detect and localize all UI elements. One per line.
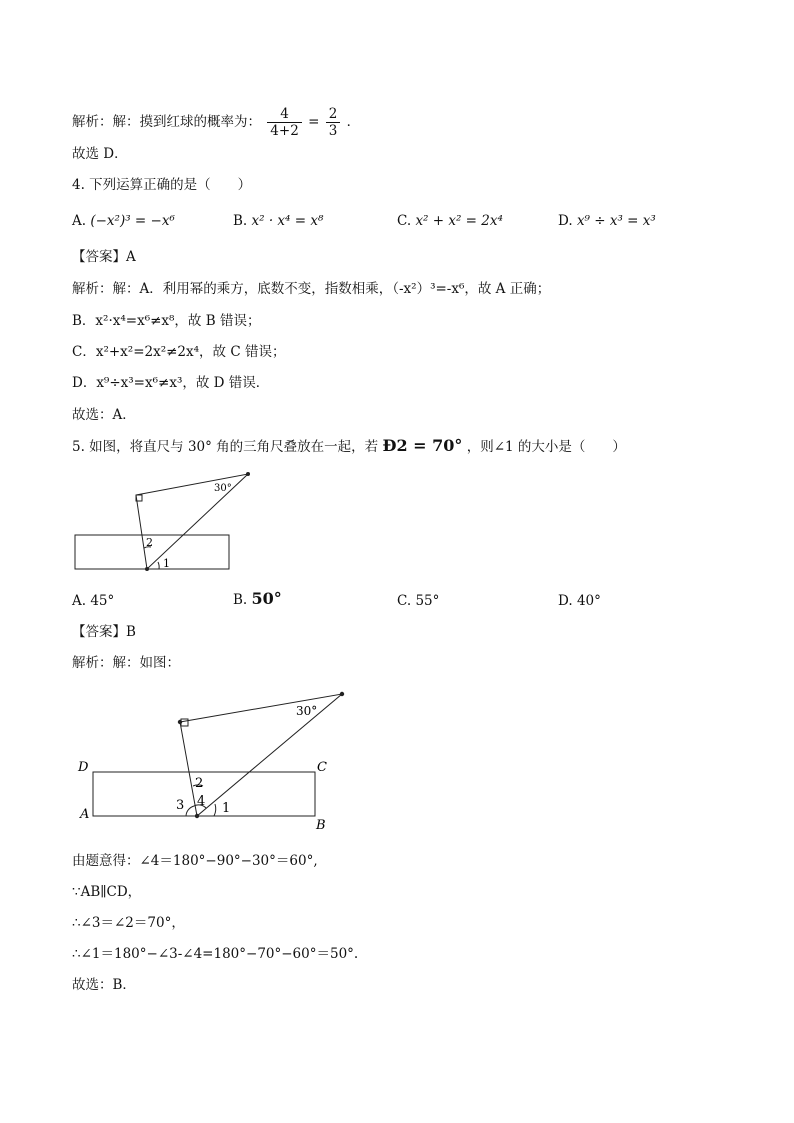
- angle-arc-3: [214, 804, 216, 816]
- prev-choice: 故选 D．: [72, 146, 128, 162]
- q4-choice: 故选：A．: [72, 407, 136, 423]
- q5-option-c-value: 55°: [415, 593, 440, 609]
- vertex-dot-1b: [145, 567, 149, 571]
- q4-option-c-label: C.: [397, 213, 412, 229]
- vertex-dot-2a: [340, 692, 344, 696]
- fig2-label-1: 1: [222, 801, 231, 816]
- ruler-rect-1: [75, 535, 229, 569]
- q4-option-c-expr: x² + x² = 2x⁴: [415, 213, 503, 229]
- fig2-point-c: C: [317, 760, 327, 775]
- q5-option-d-value: 40°: [576, 593, 601, 609]
- vertex-dot-1a: [246, 472, 250, 476]
- q5-stem-part-b: Ð2 = 70°: [382, 436, 463, 455]
- q4-stem: 4. 下列运算正确的是（ ）: [72, 177, 252, 193]
- angle-arc-4: [193, 785, 203, 786]
- q5-option-b-label: B.: [233, 592, 248, 608]
- q5-option-c: [397, 592, 439, 610]
- q4-answer: 【答案】A: [72, 249, 136, 265]
- angle-arc-5: [186, 806, 194, 816]
- q5-solution-line-4: ∴∠1＝180°−∠3-∠4=180°−70°−60°＝50°.: [72, 946, 359, 962]
- q5-analysis-intro: 解析：解：如图：: [72, 655, 180, 671]
- fig1-angle-30: 30°: [214, 483, 232, 494]
- q4-option-d: [558, 212, 656, 230]
- q5-option-b-value: 50°: [251, 589, 282, 608]
- fig2-point-b: B: [316, 818, 326, 833]
- vertex-dot-2c: [195, 814, 199, 818]
- prev-analysis-end: ．: [346, 114, 361, 130]
- fig2-point-a: A: [80, 807, 90, 822]
- angle-arc-1: [158, 562, 159, 569]
- fraction-one: [267, 106, 302, 139]
- right-angle-mark-2: [181, 719, 188, 726]
- q5-stem-part-c: ，则∠1 的大小是（ ）: [466, 439, 626, 455]
- q4-option-d-expr: x⁹ ÷ x³ = x³: [576, 213, 656, 229]
- triangle-1: [136, 474, 248, 569]
- prev-analysis-line: [72, 106, 360, 139]
- q5-stem-part-a: 5. 如图，将直尺与 30° 角的三角尺叠放在一起，若: [72, 439, 379, 455]
- fig2-label-2: 2: [195, 776, 204, 791]
- fig2-angle-30: 30°: [296, 704, 318, 718]
- prev-analysis-prefix: 解析：解：摸到红球的概率为：: [72, 114, 261, 130]
- q5-option-c-label: C.: [397, 593, 412, 609]
- q4-option-c: [397, 212, 503, 230]
- fraction-one-denominator: 4+2: [267, 122, 302, 139]
- q4-option-a-label: A.: [72, 213, 87, 229]
- q5-option-a: [72, 592, 114, 610]
- fraction-two-denominator: 3: [326, 122, 341, 139]
- q4-analysis-line-1: 解析：解：A．利用幂的乘方，底数不变，指数相乘，（-x²）³=-x⁶，故 A 正确；: [72, 281, 551, 297]
- q4-option-a-expr: (−x²)³ = −x⁶: [90, 213, 175, 229]
- q4-analysis-line-2: B．x²·x⁴=x⁶≠x⁸，故 B 错误；: [72, 313, 261, 329]
- angle-arc-2: [144, 547, 151, 548]
- right-angle-mark-1: [136, 495, 142, 501]
- fig2-point-d: D: [78, 760, 89, 775]
- vertex-dot-2b: [178, 720, 182, 724]
- q5-solution-line-1: 由题意得：∠4＝180°−90°−30°＝60°,: [72, 853, 318, 869]
- q4-analysis-line-4: D．x⁹÷x³=x⁶≠x³，故 D 错误．: [72, 375, 270, 391]
- fig1-label-1: 1: [163, 557, 170, 570]
- q5-solution-line-2: ∵AB∥CD，: [72, 884, 142, 900]
- q4-option-a: [72, 212, 175, 230]
- q5-option-b: [233, 590, 282, 609]
- q5-stem: [72, 437, 626, 456]
- angle-arc-6: [194, 805, 206, 808]
- fraction-two-numerator: 2: [328, 106, 338, 122]
- q5-choice: 故选：B．: [72, 977, 136, 993]
- fraction-one-numerator: 4: [280, 106, 289, 122]
- q4-option-b: [233, 212, 323, 230]
- fraction-two: [326, 106, 341, 139]
- q4-option-d-label: D.: [558, 213, 573, 229]
- ruler-rect-2: [93, 772, 315, 816]
- q5-solution-line-3: ∴∠3＝∠2＝70°，: [72, 915, 185, 931]
- q4-option-b-label: B.: [233, 213, 248, 229]
- triangle-2: [180, 694, 342, 816]
- equals-sign: =: [308, 114, 320, 130]
- q4-analysis-line-3: C．x²+x²=2x²≠2x⁴，故 C 错误；: [72, 344, 286, 360]
- q4-option-b-expr: x² · x⁴ = x⁸: [251, 213, 324, 229]
- q5-option-d: [558, 592, 601, 610]
- fig2-label-4: 4: [197, 794, 206, 809]
- fig1-label-2: 2: [146, 536, 153, 549]
- q5-answer: 【答案】B: [72, 624, 136, 640]
- fig2-label-3: 3: [176, 798, 185, 813]
- q5-option-a-label: A.: [72, 593, 87, 609]
- q5-option-d-label: D.: [558, 593, 573, 609]
- q5-option-a-value: 45°: [90, 593, 115, 609]
